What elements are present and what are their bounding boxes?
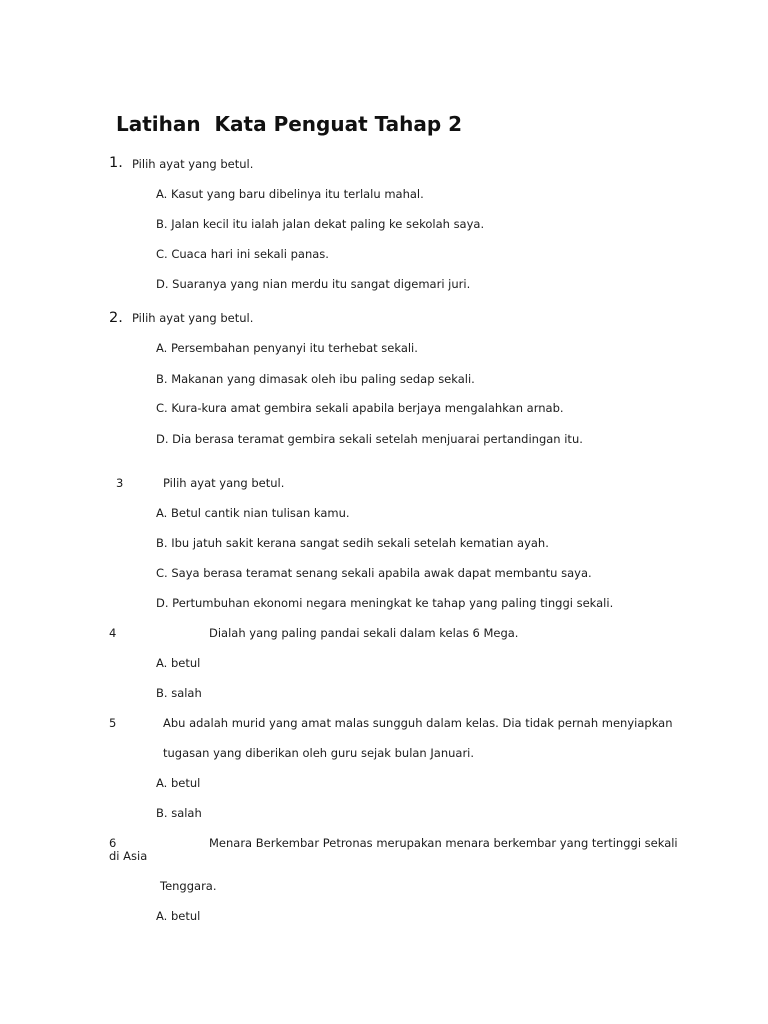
question-1-option-c: C. Cuaca hari ini sekali panas.	[156, 247, 329, 261]
question-5-number: 5	[109, 716, 117, 730]
question-3-option-b: B. Ibu jatuh sakit kerana sangat sedih sekali setelah kematian ayah.	[156, 536, 549, 550]
question-3-option-d: D. Pertumbuhan ekonomi negara meningkat ke tahap yang paling tinggi sekali.	[156, 596, 614, 610]
question-5-option-b: B. salah	[156, 806, 202, 820]
question-3-number: 3	[116, 476, 124, 490]
question-2-option-c: C. Kura-kura amat gembira sekali apabila berjaya mengalahkan arnab.	[156, 401, 564, 415]
question-1-option-a: A. Kasut yang baru dibelinya itu terlalu mahal.	[156, 187, 424, 201]
question-6-option-a: A. betul	[156, 909, 201, 923]
page-title: Latihan Kata Penguat Tahap 2	[116, 112, 463, 136]
question-1-prompt: Pilih ayat yang betul.	[132, 157, 254, 171]
question-6-prompt-line-1: Menara Berkembar Petronas merupakan menara berkembar yang tertinggi sekali	[209, 836, 678, 850]
question-6-prompt-line-2: Tenggara.	[160, 879, 217, 893]
question-2-option-a: A. Persembahan penyanyi itu terhebat sekali.	[156, 341, 418, 355]
question-3-option-c: C. Saya berasa teramat senang sekali apabila awak dapat membantu saya.	[156, 566, 592, 580]
question-4-number: 4	[109, 626, 117, 640]
question-1-option-d: D. Suaranya yang nian merdu itu sangat digemari juri.	[156, 277, 471, 291]
question-2-prompt: Pilih ayat yang betul.	[132, 311, 254, 325]
question-3-prompt: Pilih ayat yang betul.	[163, 476, 285, 490]
question-1-number: 1.	[109, 155, 123, 171]
question-3-option-a: A. Betul cantik nian tulisan kamu.	[156, 506, 350, 520]
question-1-option-b: B. Jalan kecil itu ialah jalan dekat paling ke sekolah saya.	[156, 217, 485, 231]
question-4-prompt: Dialah yang paling pandai sekali dalam kelas 6 Mega.	[209, 626, 519, 640]
question-4-option-b: B. salah	[156, 686, 202, 700]
question-6-number: 6	[109, 836, 117, 850]
question-5-prompt-line-2: tugasan yang diberikan oleh guru sejak bulan Januari.	[163, 746, 475, 760]
question-5-option-a: A. betul	[156, 776, 201, 790]
question-2-number: 2.	[109, 310, 123, 326]
question-4-option-a: A. betul	[156, 656, 201, 670]
question-5-prompt-line-1: Abu adalah murid yang amat malas sungguh dalam kelas. Dia tidak pernah menyiapkan	[163, 716, 673, 730]
question-2-option-b: B. Makanan yang dimasak oleh ibu paling sedap sekali.	[156, 372, 475, 386]
question-2-option-d: D. Dia berasa teramat gembira sekali setelah menjuarai pertandingan itu.	[156, 432, 583, 446]
question-6-prompt-wrap: di Asia	[109, 849, 148, 863]
